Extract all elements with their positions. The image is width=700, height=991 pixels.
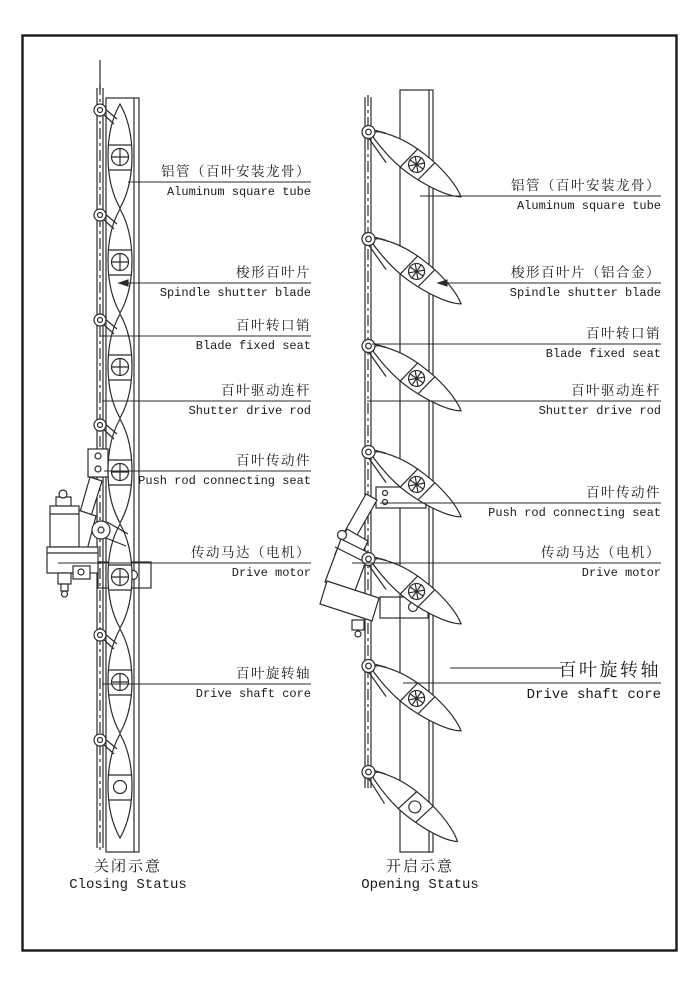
label-zh: 传动马达（电机） xyxy=(191,545,311,560)
left-closed-louver-drawing xyxy=(47,60,151,852)
label-zh: 百叶旋转轴 xyxy=(558,660,661,680)
caption-zh: 开启示意 xyxy=(385,858,454,875)
label-zh: 百叶转口销 xyxy=(586,326,661,341)
label-zh: 传动马达（电机） xyxy=(541,545,661,560)
label-zh: 百叶驱动连杆 xyxy=(221,383,311,398)
callout-left-aluminum-tube xyxy=(161,162,311,200)
label-en: Push rod connecting seat xyxy=(488,506,661,520)
label-zh: 百叶驱动连杆 xyxy=(571,383,661,398)
label-en: Blade fixed seat xyxy=(195,339,311,353)
callout-right-push-rod-connecting-seat xyxy=(488,483,661,521)
label-zh: 铝管（百叶安装龙骨） xyxy=(161,164,311,179)
callout-left-blade-fixed-seat xyxy=(196,316,311,354)
label-zh: 梭形百叶片（铝合金） xyxy=(511,265,661,280)
callout-right-drive-shaft-core xyxy=(527,659,661,704)
callout-right-blade-fixed-seat xyxy=(546,324,661,362)
callout-right-shutter-drive-rod xyxy=(539,381,661,419)
caption-opening-status xyxy=(361,857,479,894)
callout-right-spindle-blade xyxy=(510,263,661,301)
label-en: Shutter drive rod xyxy=(188,404,311,418)
callout-left-push-rod-connecting-seat xyxy=(138,451,311,489)
label-en: Aluminum square tube xyxy=(516,199,661,213)
callout-right-aluminum-tube xyxy=(511,176,661,214)
label-en: Blade fixed seat xyxy=(545,347,661,361)
label-en: Drive shaft core xyxy=(195,687,311,701)
label-zh: 百叶传动件 xyxy=(586,485,661,500)
label-zh: 铝管（百叶安装龙骨） xyxy=(511,178,661,193)
caption-closing-status xyxy=(69,857,187,894)
callout-left-drive-shaft-core xyxy=(196,664,311,702)
callout-left-shutter-drive-rod xyxy=(189,381,311,419)
label-en: Drive motor xyxy=(231,566,311,580)
label-en: Drive motor xyxy=(581,566,661,580)
callout-left-spindle-blade xyxy=(160,263,311,301)
label-zh: 梭形百叶片 xyxy=(236,265,311,280)
caption-en: Opening Status xyxy=(361,877,479,893)
label-en: Aluminum square tube xyxy=(166,185,311,199)
label-zh: 百叶转口销 xyxy=(236,318,311,333)
label-en: Push rod connecting seat xyxy=(138,474,311,488)
right-open-louver-drawing xyxy=(320,90,469,853)
caption-en: Closing Status xyxy=(69,877,187,893)
label-en: Spindle shutter blade xyxy=(509,286,661,300)
label-zh: 百叶旋转轴 xyxy=(236,666,311,681)
callout-right-drive-motor xyxy=(541,543,661,581)
caption-zh: 关闭示意 xyxy=(93,858,162,875)
label-en: Spindle shutter blade xyxy=(159,286,311,300)
callout-left-drive-motor xyxy=(191,543,311,581)
label-en: Shutter drive rod xyxy=(538,404,661,418)
label-en: Drive shaft core xyxy=(526,687,661,703)
label-zh: 百叶传动件 xyxy=(236,453,311,468)
